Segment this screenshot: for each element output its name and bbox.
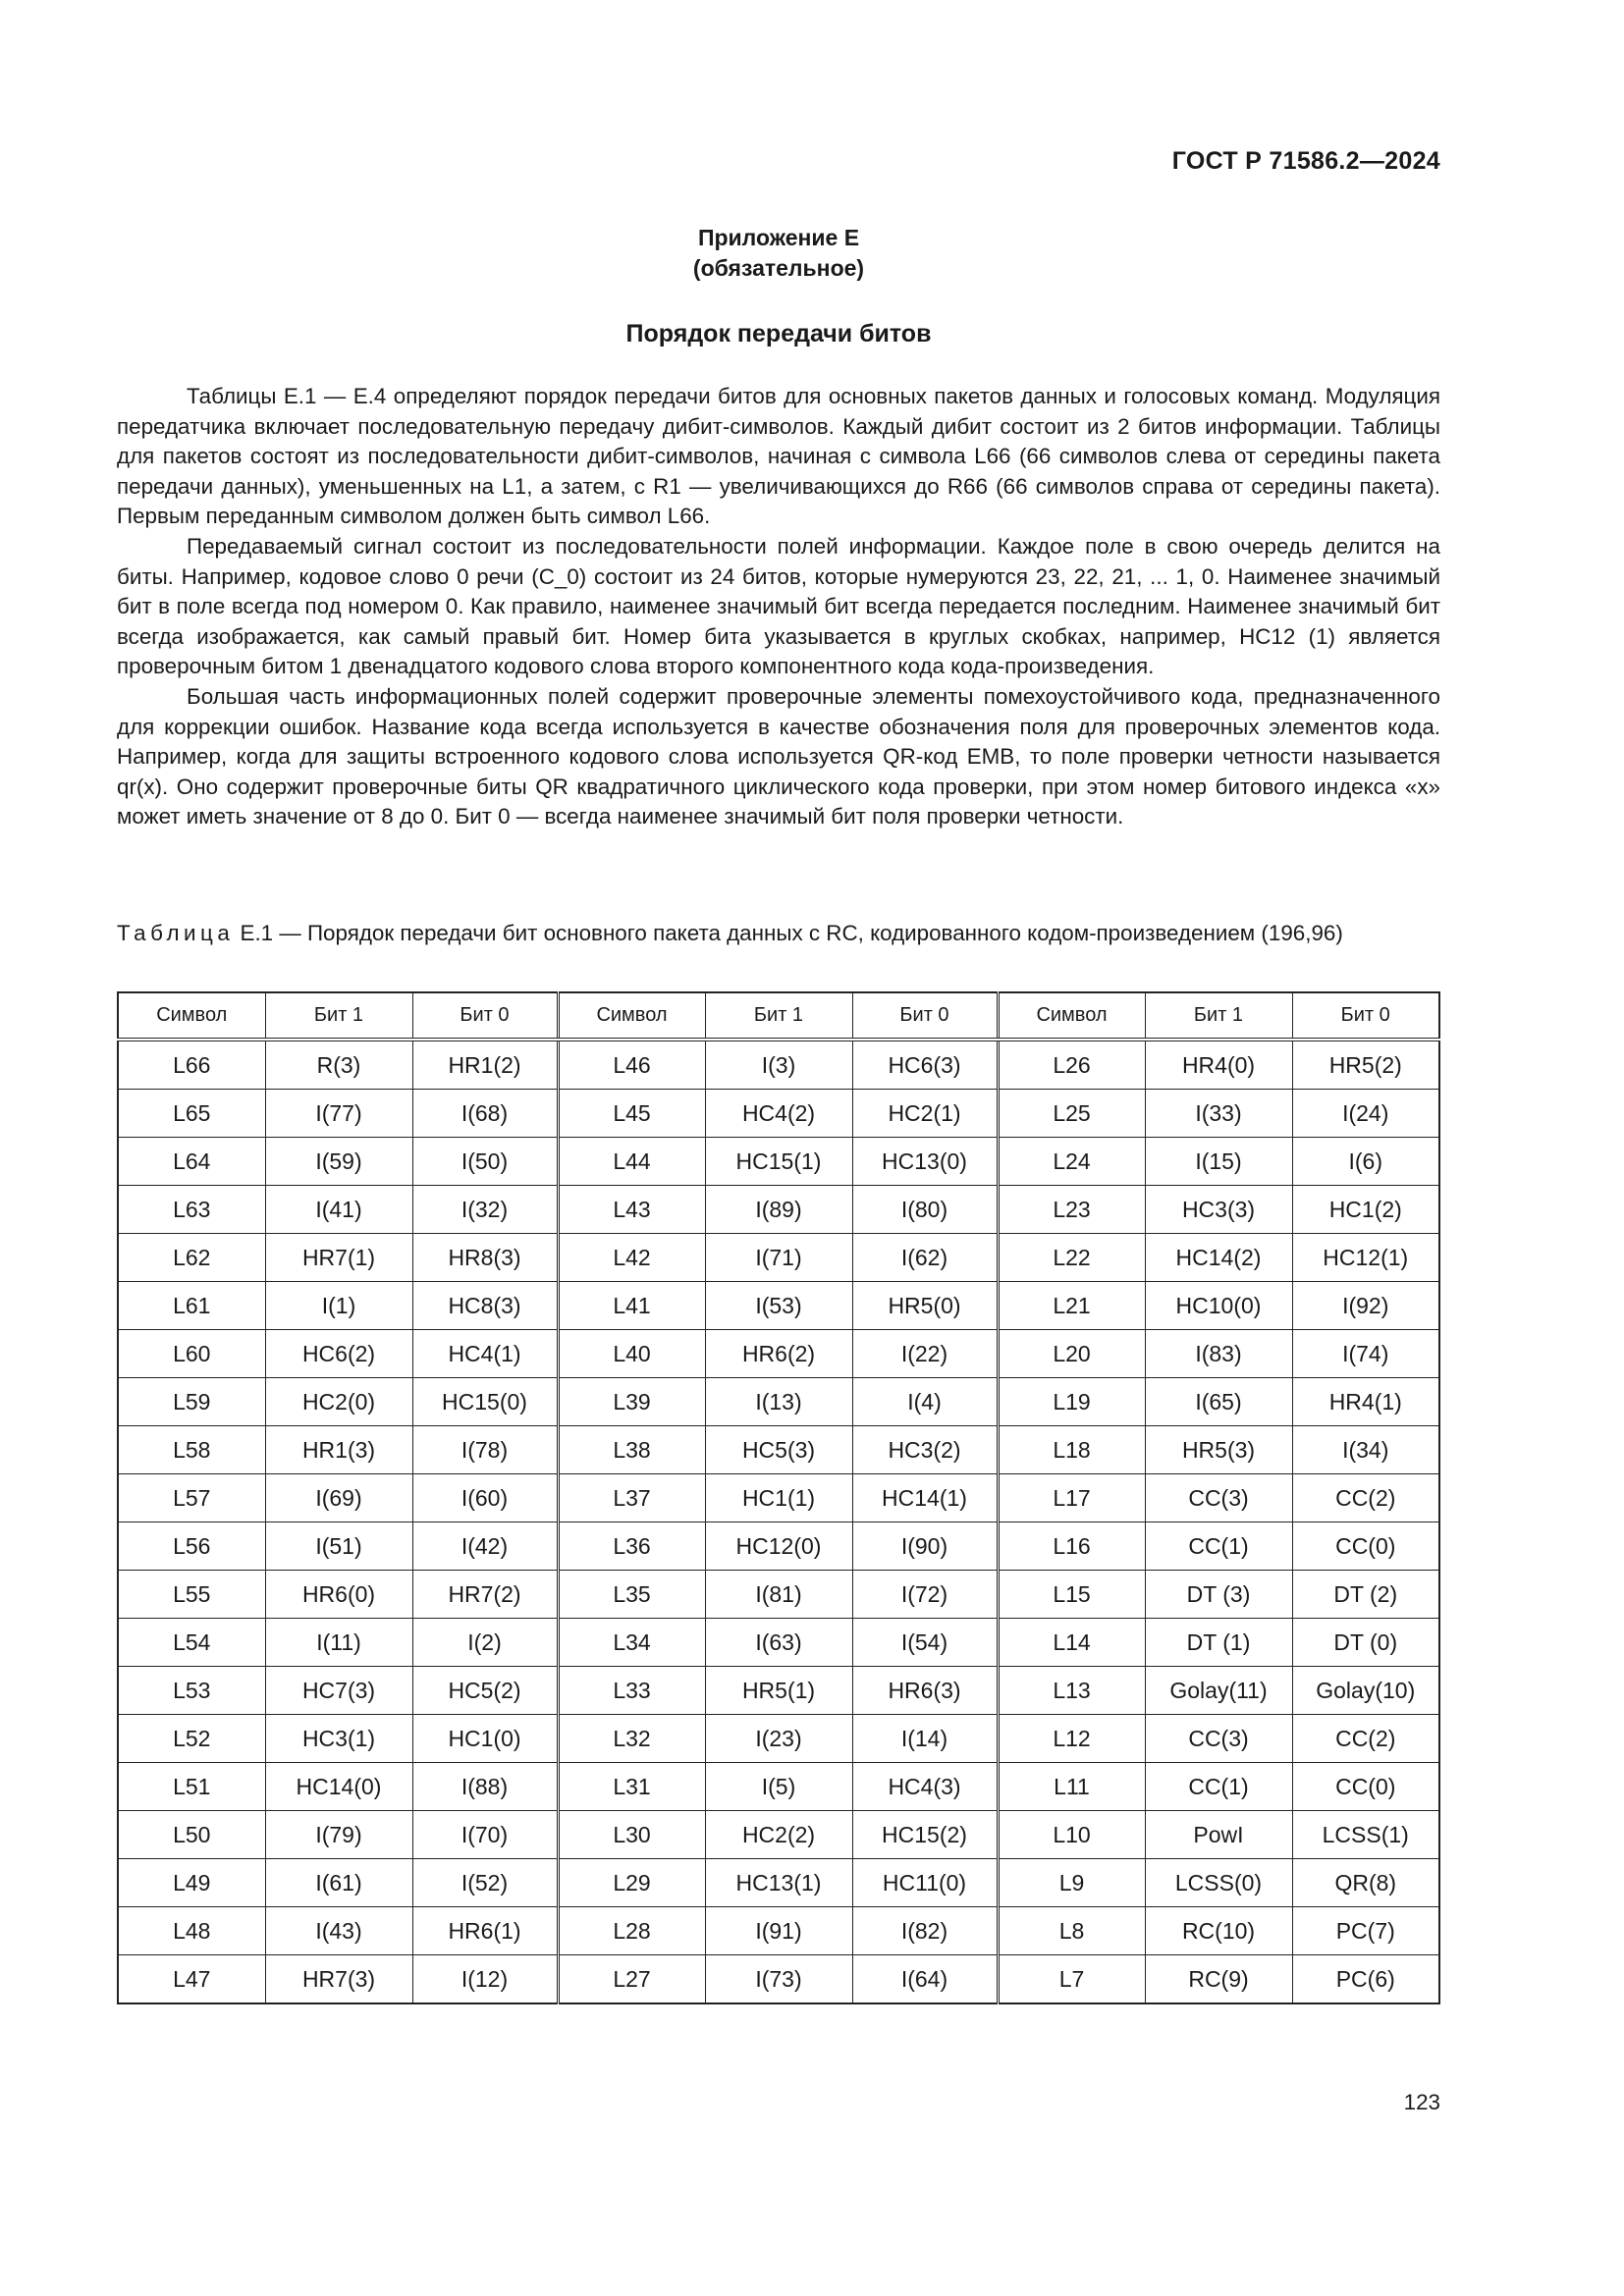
bit1-cell: HC2(2) (705, 1811, 852, 1859)
symbol-cell: L41 (558, 1282, 705, 1330)
bit1-cell: I(69) (265, 1474, 412, 1522)
table-row (118, 1330, 1439, 1378)
symbol-cell: L33 (558, 1667, 705, 1715)
table-row (118, 1859, 1439, 1907)
bit1-cell: I(5) (705, 1763, 852, 1811)
bit0-cell: I(80) (852, 1186, 998, 1234)
bit1-cell: HC4(2) (705, 1090, 852, 1138)
bit0-cell: I(6) (1292, 1138, 1439, 1186)
bit1-cell: HC7(3) (265, 1667, 412, 1715)
symbol-cell: L26 (998, 1040, 1145, 1090)
symbol-cell: L42 (558, 1234, 705, 1282)
table-row (118, 1811, 1439, 1859)
symbol-cell: L35 (558, 1571, 705, 1619)
bit1-cell: HC5(3) (705, 1426, 852, 1474)
symbol-cell: L50 (118, 1811, 265, 1859)
bit1-cell: I(61) (265, 1859, 412, 1907)
bit1-cell: RC(9) (1145, 1955, 1292, 2004)
bit0-cell: I(90) (852, 1522, 998, 1571)
bit0-cell: I(78) (412, 1426, 558, 1474)
bit0-cell: HC15(0) (412, 1378, 558, 1426)
bit1-cell: HC13(1) (705, 1859, 852, 1907)
bit1-cell: I(77) (265, 1090, 412, 1138)
bit1-cell: HC14(0) (265, 1763, 412, 1811)
symbol-cell: L30 (558, 1811, 705, 1859)
table-row (118, 1282, 1439, 1330)
symbol-cell: L58 (118, 1426, 265, 1474)
symbol-cell: L65 (118, 1090, 265, 1138)
symbol-cell: L46 (558, 1040, 705, 1090)
bit1-cell: CC(3) (1145, 1474, 1292, 1522)
bit1-cell: RC(10) (1145, 1907, 1292, 1955)
bit1-cell: I(65) (1145, 1378, 1292, 1426)
symbol-cell: L17 (998, 1474, 1145, 1522)
table-row (118, 1715, 1439, 1763)
symbol-cell: L36 (558, 1522, 705, 1571)
bit1-cell: HC12(0) (705, 1522, 852, 1571)
bit0-cell: QR(8) (1292, 1859, 1439, 1907)
symbol-cell: L66 (118, 1040, 265, 1090)
table-row (118, 1619, 1439, 1667)
table-row (118, 1234, 1439, 1282)
bit1-cell: I(63) (705, 1619, 852, 1667)
page-number: 123 (1403, 2090, 1440, 2114)
bit0-cell: I(68) (412, 1090, 558, 1138)
bit0-cell: CC(0) (1292, 1522, 1439, 1571)
bit0-cell: HC3(2) (852, 1426, 998, 1474)
symbol-cell: L61 (118, 1282, 265, 1330)
symbol-cell: L51 (118, 1763, 265, 1811)
bit0-cell: I(50) (412, 1138, 558, 1186)
bit0-cell: HC1(2) (1292, 1186, 1439, 1234)
symbol-cell: L12 (998, 1715, 1145, 1763)
bit1-cell: Golay(11) (1145, 1667, 1292, 1715)
bit0-cell: I(12) (412, 1955, 558, 2004)
bit1-cell: HR5(1) (705, 1667, 852, 1715)
bit1-cell: DT (3) (1145, 1571, 1292, 1619)
bit0-cell: HR6(3) (852, 1667, 998, 1715)
symbol-cell: L31 (558, 1763, 705, 1811)
symbol-cell: L14 (998, 1619, 1145, 1667)
symbol-cell: L40 (558, 1330, 705, 1378)
table-row (118, 1186, 1439, 1234)
bit0-cell: LCSS(1) (1292, 1811, 1439, 1859)
symbol-cell: L63 (118, 1186, 265, 1234)
column-header-bit0: Бит 0 (852, 992, 998, 1040)
bit1-cell: DT (1) (1145, 1619, 1292, 1667)
symbol-cell: L53 (118, 1667, 265, 1715)
column-header-bit1: Бит 1 (265, 992, 412, 1040)
table-row (118, 1955, 1439, 2004)
bit0-cell: HC4(3) (852, 1763, 998, 1811)
bit-order-table (117, 991, 1440, 2004)
symbol-cell: L48 (118, 1907, 265, 1955)
appendix-heading (117, 223, 1440, 284)
column-header-bit1: Бит 1 (705, 992, 852, 1040)
bit1-cell: I(43) (265, 1907, 412, 1955)
body-text (117, 382, 1440, 832)
symbol-cell: L29 (558, 1859, 705, 1907)
symbol-cell: L27 (558, 1955, 705, 2004)
bit1-cell: I(79) (265, 1811, 412, 1859)
bit0-cell: I(74) (1292, 1330, 1439, 1378)
bit1-cell: I(59) (265, 1138, 412, 1186)
bit0-cell: DT (0) (1292, 1619, 1439, 1667)
bit0-cell: I(52) (412, 1859, 558, 1907)
symbol-cell: L9 (998, 1859, 1145, 1907)
bit1-cell: HR1(3) (265, 1426, 412, 1474)
bit0-cell: I(24) (1292, 1090, 1439, 1138)
symbol-cell: L64 (118, 1138, 265, 1186)
bit0-cell: HC15(2) (852, 1811, 998, 1859)
column-header-symbol: Символ (118, 992, 265, 1040)
table-caption (117, 919, 1440, 949)
bit1-cell: HR4(0) (1145, 1040, 1292, 1090)
bit1-cell: I(1) (265, 1282, 412, 1330)
symbol-cell: L62 (118, 1234, 265, 1282)
bit0-cell: I(14) (852, 1715, 998, 1763)
bit1-cell: I(91) (705, 1907, 852, 1955)
bit1-cell: I(83) (1145, 1330, 1292, 1378)
table-row (118, 1040, 1439, 1090)
bit0-cell: HC5(2) (412, 1667, 558, 1715)
bit1-cell: I(11) (265, 1619, 412, 1667)
symbol-cell: L18 (998, 1426, 1145, 1474)
table-row (118, 1907, 1439, 1955)
table-row (118, 1090, 1439, 1138)
symbol-cell: L24 (998, 1138, 1145, 1186)
bit0-cell: I(92) (1292, 1282, 1439, 1330)
table-row (118, 1522, 1439, 1571)
table-caption-text: Е.1 — Порядок передачи бит основного пакета данных с RC, кодированного кодом-произведением (196,96) (234, 921, 1343, 945)
symbol-cell: L23 (998, 1186, 1145, 1234)
bit1-cell: HR6(2) (705, 1330, 852, 1378)
bit1-cell: HC6(2) (265, 1330, 412, 1378)
bit0-cell: CC(2) (1292, 1715, 1439, 1763)
table-row (118, 1571, 1439, 1619)
bit1-cell: HC15(1) (705, 1138, 852, 1186)
bit0-cell: I(64) (852, 1955, 998, 2004)
table-caption-label: Таблица (117, 921, 235, 945)
bit1-cell: HC2(0) (265, 1378, 412, 1426)
bit0-cell: I(88) (412, 1763, 558, 1811)
symbol-cell: L15 (998, 1571, 1145, 1619)
symbol-cell: L38 (558, 1426, 705, 1474)
bit0-cell: HR8(3) (412, 1234, 558, 1282)
bit0-cell: CC(0) (1292, 1763, 1439, 1811)
symbol-cell: L28 (558, 1907, 705, 1955)
symbol-cell: L21 (998, 1282, 1145, 1330)
bit0-cell: Golay(10) (1292, 1667, 1439, 1715)
bit1-cell: I(53) (705, 1282, 852, 1330)
bit0-cell: I(22) (852, 1330, 998, 1378)
symbol-cell: L16 (998, 1522, 1145, 1571)
symbol-cell: L55 (118, 1571, 265, 1619)
table-row (118, 1426, 1439, 1474)
symbol-cell: L19 (998, 1378, 1145, 1426)
column-header-bit0: Бит 0 (1292, 992, 1439, 1040)
bit0-cell: I(60) (412, 1474, 558, 1522)
bit0-cell: HC4(1) (412, 1330, 558, 1378)
bit0-cell: HR5(0) (852, 1282, 998, 1330)
symbol-cell: L43 (558, 1186, 705, 1234)
bit1-cell: I(33) (1145, 1090, 1292, 1138)
symbol-cell: L57 (118, 1474, 265, 1522)
bit1-cell: I(41) (265, 1186, 412, 1234)
bit0-cell: I(62) (852, 1234, 998, 1282)
table-header-row (118, 992, 1439, 1040)
symbol-cell: L8 (998, 1907, 1145, 1955)
bit1-cell: I(3) (705, 1040, 852, 1090)
table-body (118, 1040, 1439, 2003)
bit0-cell: I(34) (1292, 1426, 1439, 1474)
bit0-cell: I(54) (852, 1619, 998, 1667)
bit0-cell: HC12(1) (1292, 1234, 1439, 1282)
bit0-cell: HR5(2) (1292, 1040, 1439, 1090)
table-row (118, 1763, 1439, 1811)
bit1-cell: I(13) (705, 1378, 852, 1426)
symbol-cell: L44 (558, 1138, 705, 1186)
bit1-cell: I(15) (1145, 1138, 1292, 1186)
symbol-cell: L56 (118, 1522, 265, 1571)
bit1-cell: PowI (1145, 1811, 1292, 1859)
table-row (118, 1474, 1439, 1522)
symbol-cell: L22 (998, 1234, 1145, 1282)
bit1-cell: I(23) (705, 1715, 852, 1763)
symbol-cell: L20 (998, 1330, 1145, 1378)
symbol-cell: L10 (998, 1811, 1145, 1859)
bit0-cell: I(4) (852, 1378, 998, 1426)
bit0-cell: HC8(3) (412, 1282, 558, 1330)
bit0-cell: PC(7) (1292, 1907, 1439, 1955)
bit1-cell: HR7(1) (265, 1234, 412, 1282)
table-row (118, 1138, 1439, 1186)
column-header-symbol: Символ (998, 992, 1145, 1040)
bit0-cell: HC2(1) (852, 1090, 998, 1138)
appendix-status: (обязательное) (692, 255, 865, 281)
paragraph: Передаваемый сигнал состоит из последовательности полей информации. Каждое поле в свою очередь делится на биты. Например, кодовое слово 0 речи (C_0) состоит из 24 битов, которые нумеруются 23, 22, 21, ... 1, 0. Наименее значимый бит в поле всегда под номером 0. Как правило, наименее значимый бит всегда передается последним. Наименее значимый бит всегда изображается, как самый правый бит. Номер бита указывается в круглых скобках, например, HC12 (1) является проверочным битом 1 двенадцатого кодового слова второго компонентного кода кода-произведения. (117, 533, 1440, 679)
bit0-cell: I(70) (412, 1811, 558, 1859)
bit1-cell: CC(1) (1145, 1522, 1292, 1571)
bit0-cell: I(42) (412, 1522, 558, 1571)
bit0-cell: I(32) (412, 1186, 558, 1234)
column-header-bit1: Бит 1 (1145, 992, 1292, 1040)
bit1-cell: R(3) (265, 1040, 412, 1090)
symbol-cell: L37 (558, 1474, 705, 1522)
section-title: Порядок передачи битов (625, 320, 932, 347)
symbol-cell: L11 (998, 1763, 1145, 1811)
bit1-cell: CC(3) (1145, 1715, 1292, 1763)
symbol-cell: L49 (118, 1859, 265, 1907)
symbol-cell: L59 (118, 1378, 265, 1426)
paragraph: Большая часть информационных полей содержит проверочные элементы помехоустойчивого кода, предназначенного для коррекции ошибок. Название кода всегда используется в качестве обозначения поля для проверочных элементов кода. Например, когда для защиты встроенного кодового слова используется QR-код EMB, то поле проверки четности называется qr(x). Оно содержит проверочные биты QR квадратичного циклического кода проверки, при этом номер битового индекса «х» может иметь значение от 8 до 0. Бит 0 — всегда наименее значимый бит поля проверки четности. (117, 683, 1440, 829)
bit1-cell: I(71) (705, 1234, 852, 1282)
column-header-symbol: Символ (558, 992, 705, 1040)
bit1-cell: HC3(1) (265, 1715, 412, 1763)
bit0-cell: DT (2) (1292, 1571, 1439, 1619)
bit0-cell: HC11(0) (852, 1859, 998, 1907)
symbol-cell: L25 (998, 1090, 1145, 1138)
symbol-cell: L54 (118, 1619, 265, 1667)
symbol-cell: L34 (558, 1619, 705, 1667)
bit1-cell: I(89) (705, 1186, 852, 1234)
bit1-cell: LCSS(0) (1145, 1859, 1292, 1907)
bit1-cell: I(81) (705, 1571, 852, 1619)
symbol-cell: L7 (998, 1955, 1145, 2004)
bit1-cell: HR6(0) (265, 1571, 412, 1619)
bit1-cell: HC3(3) (1145, 1186, 1292, 1234)
bit1-cell: I(73) (705, 1955, 852, 2004)
table-row (118, 1378, 1439, 1426)
symbol-cell: L45 (558, 1090, 705, 1138)
table-row (118, 1667, 1439, 1715)
bit1-cell: HC14(2) (1145, 1234, 1292, 1282)
bit1-cell: HC1(1) (705, 1474, 852, 1522)
symbol-cell: L52 (118, 1715, 265, 1763)
bit0-cell: HR6(1) (412, 1907, 558, 1955)
bit0-cell: HC1(0) (412, 1715, 558, 1763)
symbol-cell: L47 (118, 1955, 265, 2004)
bit0-cell: HC6(3) (852, 1040, 998, 1090)
symbol-cell: L32 (558, 1715, 705, 1763)
symbol-cell: L13 (998, 1667, 1145, 1715)
bit0-cell: HC13(0) (852, 1138, 998, 1186)
bit0-cell: CC(2) (1292, 1474, 1439, 1522)
bit0-cell: PC(6) (1292, 1955, 1439, 2004)
bit1-cell: HR5(3) (1145, 1426, 1292, 1474)
appendix-title: Приложение Е (697, 225, 860, 250)
bit0-cell: HC14(1) (852, 1474, 998, 1522)
bit0-cell: HR1(2) (412, 1040, 558, 1090)
standard-designation: ГОСТ Р 71586.2—2024 (1171, 147, 1440, 175)
bit1-cell: CC(1) (1145, 1763, 1292, 1811)
bit1-cell: HC10(0) (1145, 1282, 1292, 1330)
bit0-cell: HR4(1) (1292, 1378, 1439, 1426)
symbol-cell: L60 (118, 1330, 265, 1378)
column-header-bit0: Бит 0 (412, 992, 558, 1040)
bit1-cell: HR7(3) (265, 1955, 412, 2004)
bit0-cell: I(2) (412, 1619, 558, 1667)
bit0-cell: I(72) (852, 1571, 998, 1619)
paragraph: Таблицы Е.1 — Е.4 определяют порядок передачи битов для основных пакетов данных и голосовых команд. Модуляция передатчика включает последовательную передачу дибит-символов. Каждый дибит состоит из 2 битов информации. Таблицы для пакетов состоят из последовательности дибит-символов, начиная с символа L66 (66 символов слева от середины пакета передачи данных), уменьшенных на L1, а затем, с R1 — увеличивающихся до R66 (66 символов справа от середины пакета). Первым переданным символом должен быть символ L66. (117, 384, 1440, 529)
bit0-cell: I(82) (852, 1907, 998, 1955)
bit1-cell: I(51) (265, 1522, 412, 1571)
bit0-cell: HR7(2) (412, 1571, 558, 1619)
symbol-cell: L39 (558, 1378, 705, 1426)
